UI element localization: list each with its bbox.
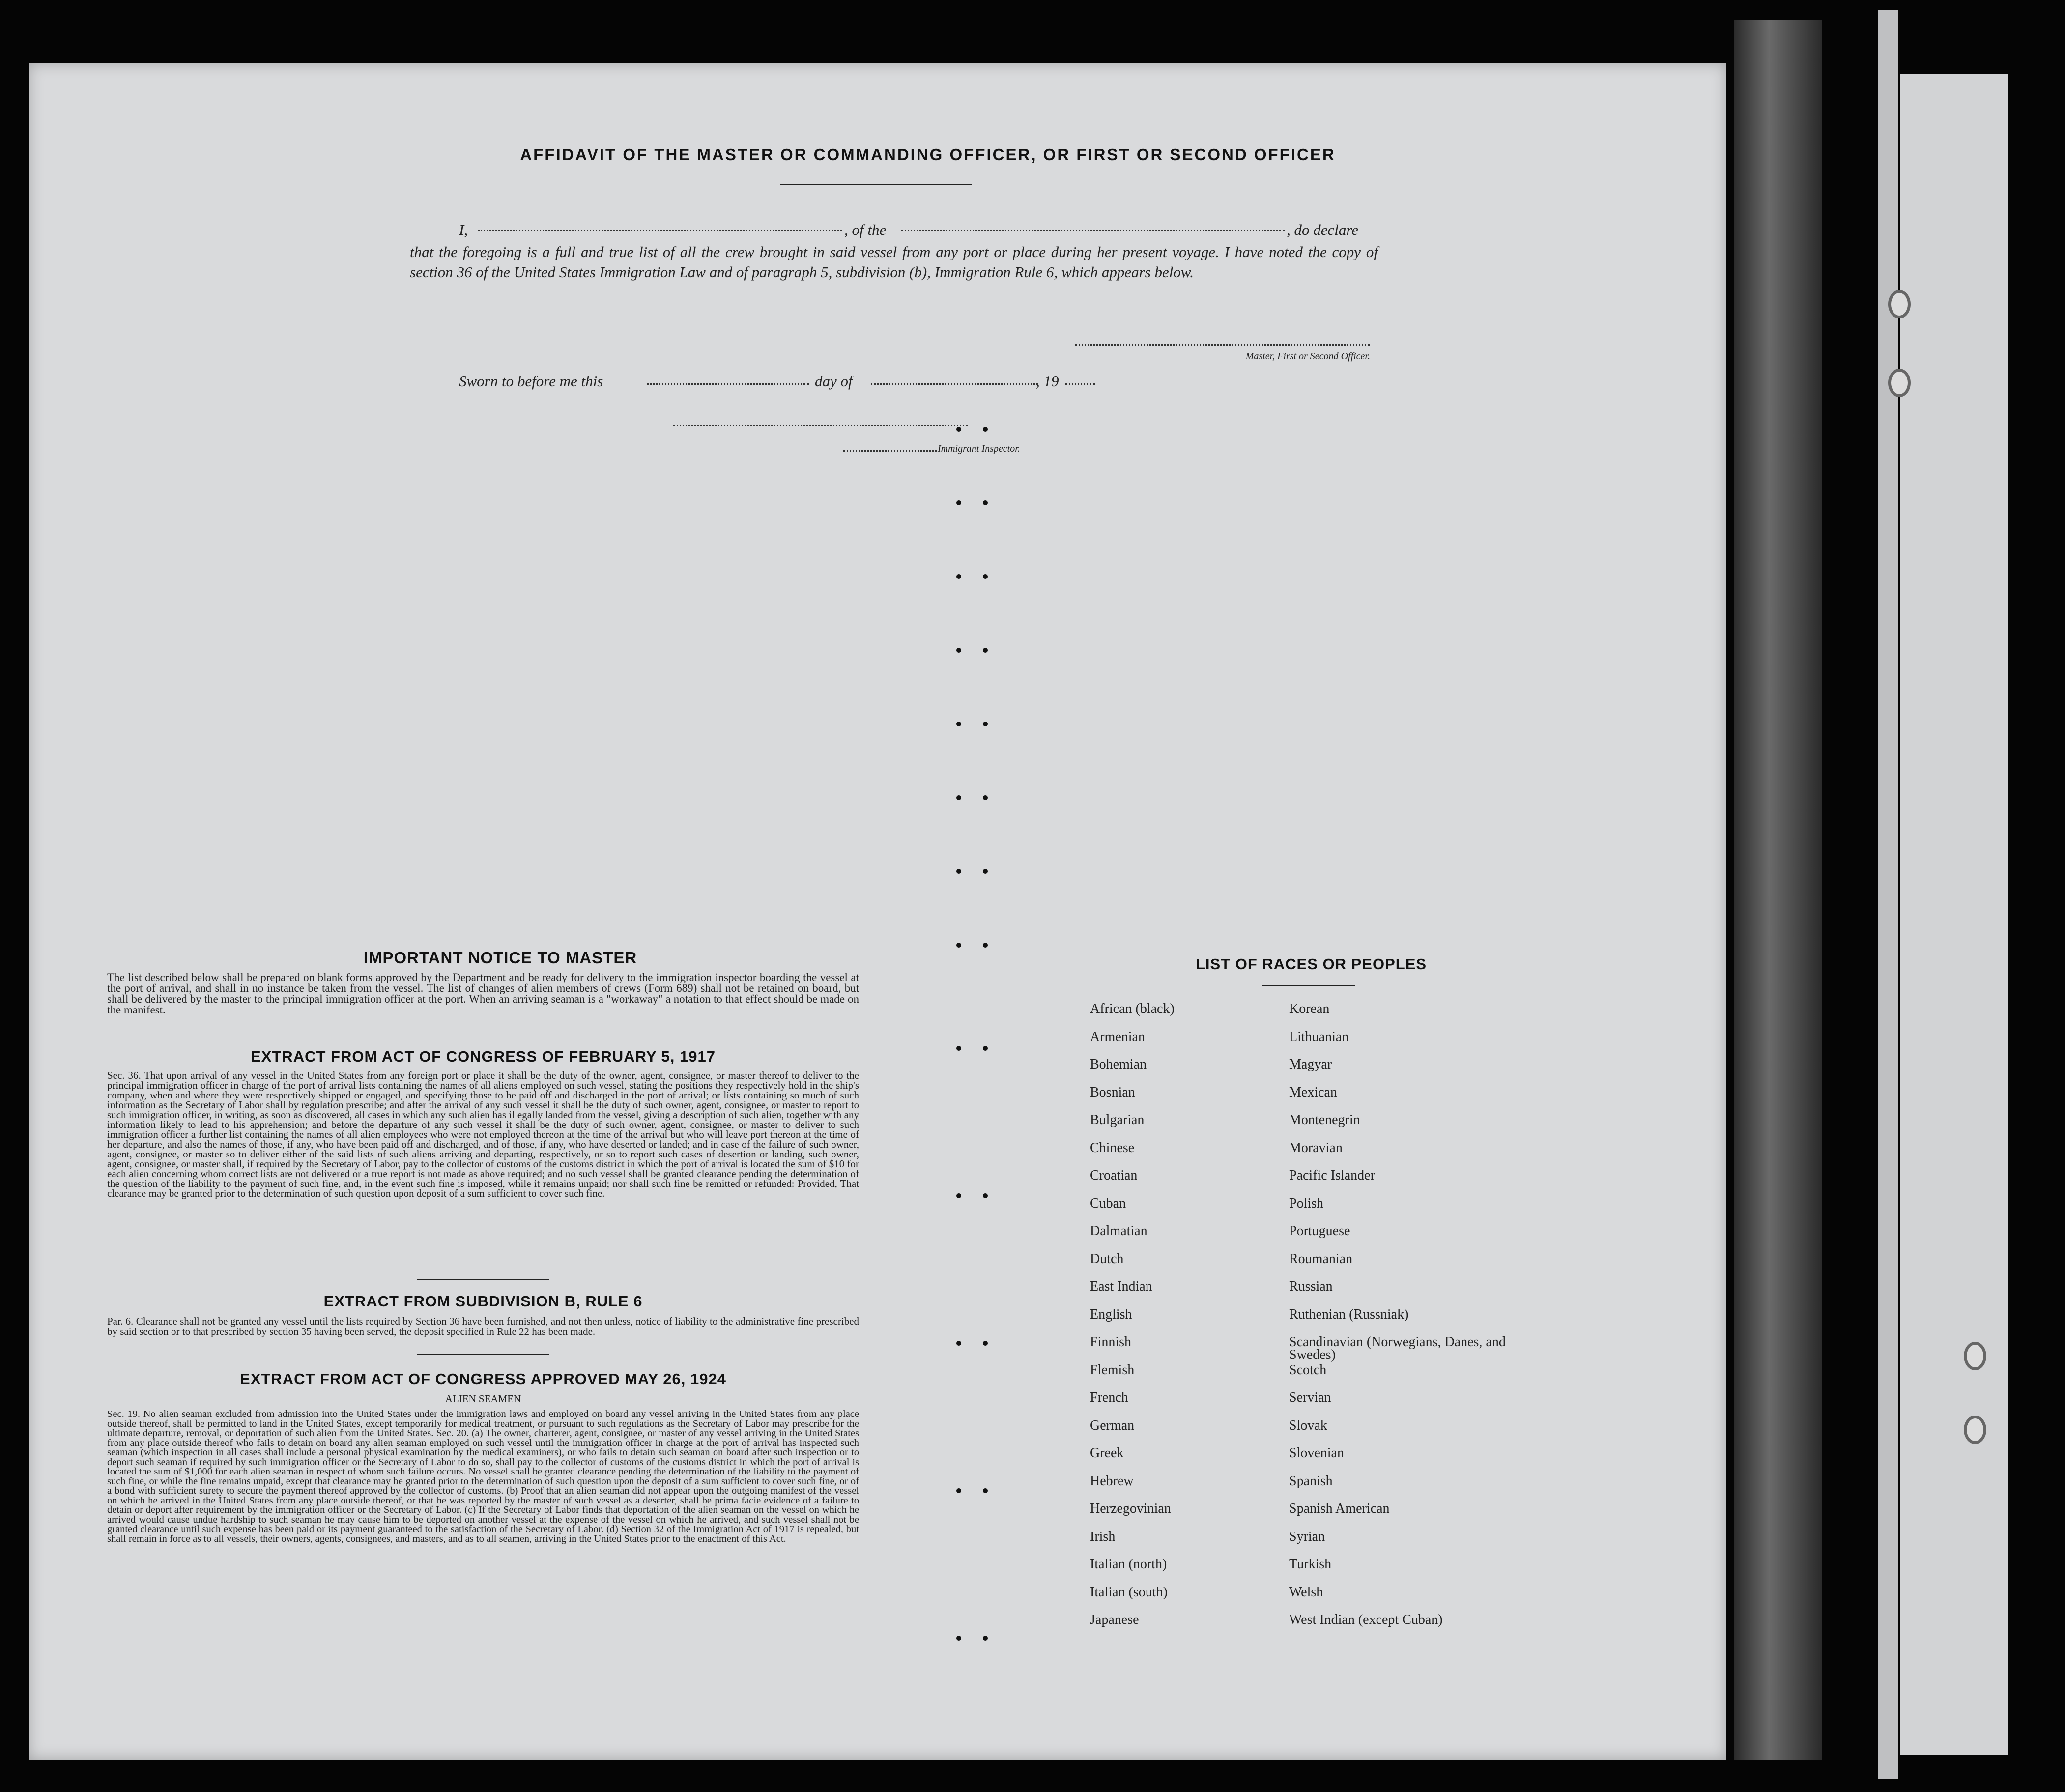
race-item: Slovenian <box>1289 1445 1344 1461</box>
race-item: Slovak <box>1289 1417 1327 1433</box>
show-through-dot <box>983 427 988 432</box>
show-through-dot <box>983 500 988 505</box>
race-item: Bosnian <box>1090 1084 1135 1100</box>
notice-text: The list described below shall be prepared on blank forms approved by the Department and be ready for delivery to the immigration inspector boarding the vessel at the port of arrival, and shall in no instance be taken from the vessel. The list of changes of alien members of crews (Form 689) shall not be retained on board, but shall be delivered by the master to the principal immigration officer at the port. When an arriving seaman is a "workaway" a notation to that effect should be made on the manifest. <box>107 971 859 1016</box>
show-through-dot <box>956 795 961 800</box>
race-item: Portuguese <box>1289 1223 1350 1239</box>
race-item: Servian <box>1289 1390 1331 1405</box>
race-item: Dutch <box>1090 1251 1124 1267</box>
binder-hole <box>1964 1342 1986 1370</box>
document-page <box>29 63 1726 1760</box>
extract-1917-title: EXTRACT FROM ACT OF CONGRESS OF FEBRUARY 5, 1917 <box>251 1048 716 1065</box>
race-item: Japanese <box>1090 1612 1139 1627</box>
race-item: Scotch <box>1289 1362 1327 1378</box>
race-item: Syrian <box>1289 1529 1325 1544</box>
race-item: Turkish <box>1289 1557 1332 1572</box>
year-prefix: , 19 <box>1036 373 1059 390</box>
race-item: East Indian <box>1090 1279 1152 1294</box>
binding-edge <box>1734 20 1822 1760</box>
binder-hole <box>1964 1416 1986 1444</box>
race-item: Herzegovinian <box>1090 1501 1171 1516</box>
race-item: Russian <box>1289 1279 1333 1294</box>
sworn-year-field[interactable] <box>1065 383 1095 385</box>
race-item: Bohemian <box>1090 1057 1147 1072</box>
race-item: Greek <box>1090 1445 1124 1461</box>
show-through-dot <box>983 1488 988 1493</box>
race-item: English <box>1090 1306 1132 1322</box>
stacked-pages <box>1900 74 2008 1755</box>
show-through-dot <box>983 795 988 800</box>
of-the-text: , of the <box>844 221 887 238</box>
race-item: Mexican <box>1289 1084 1337 1100</box>
race-item: Welsh <box>1289 1584 1323 1600</box>
race-item: Armenian <box>1090 1029 1145 1044</box>
master-signature-field[interactable] <box>1075 344 1370 346</box>
show-through-dot <box>956 1046 961 1051</box>
show-through-dot <box>983 574 988 579</box>
affidavit-title: AFFIDAVIT OF THE MASTER OR COMMANDING OFFICER, OR FIRST OR SECOND OFFICER <box>520 145 1336 164</box>
race-item: Pacific Islander <box>1289 1168 1375 1183</box>
affidavit-body: that the foregoing is a full and true list of all the crew brought in said vessel from any port or place during her present voyage. I have noted the copy of section 36 of the United States Immigration Law and of paragraph 5, subdivision (b), Immigration Rule 6, which appears below. <box>410 243 1378 281</box>
race-item: West Indian (except Cuban) <box>1289 1612 1443 1627</box>
race-item: Polish <box>1289 1195 1324 1211</box>
show-through-dot <box>983 943 988 948</box>
race-item: Spanish <box>1289 1473 1333 1489</box>
show-through-dot <box>983 1341 988 1346</box>
show-through-dot <box>956 943 961 948</box>
show-through-dot <box>956 500 961 505</box>
day-of-text: day of <box>815 373 853 390</box>
binder-hole <box>1888 290 1911 318</box>
races-title-underline <box>1262 985 1355 986</box>
race-item: Dalmatian <box>1090 1223 1147 1239</box>
show-through-dot <box>956 1193 961 1198</box>
race-item: Scandinavian (Norwegians, Danes, and Swedes) <box>1289 1334 1506 1362</box>
section-divider <box>417 1354 549 1355</box>
do-declare-text: , do declare <box>1287 221 1359 238</box>
sworn-day-field[interactable] <box>647 383 809 385</box>
race-item: Irish <box>1090 1529 1116 1544</box>
show-through-dot <box>956 648 961 653</box>
extract-rule6-title: EXTRACT FROM SUBDIVISION B, RULE 6 <box>323 1293 643 1310</box>
race-item: Moravian <box>1289 1140 1343 1156</box>
race-item: Montenegrin <box>1289 1112 1360 1127</box>
binder-hole <box>1888 369 1911 397</box>
races-title: LIST OF RACES OR PEOPLES <box>1195 955 1427 973</box>
section-divider <box>417 1279 549 1280</box>
show-through-dot <box>956 1488 961 1493</box>
extract-rule6-text: Par. 6. Clearance shall not be granted any vessel until the lists required by Section 36 have been furnished, and not then unless, notice of liability to the administrative fine prescribed by said section or to that prescribed by section 35 having been served, the deposit specified in Rule 22 has been made. <box>107 1315 859 1337</box>
master-signature-label: Master, First or Second Officer. <box>1245 351 1370 362</box>
show-through-dot <box>956 869 961 874</box>
show-through-dot <box>956 1636 961 1641</box>
race-item: African (black) <box>1090 1001 1175 1016</box>
race-item: Lithuanian <box>1289 1029 1349 1044</box>
sworn-text: Sworn to before me this <box>459 373 603 390</box>
show-through-dot <box>956 1341 961 1346</box>
extract-1917-text: Sec. 36. That upon arrival of any vessel in the United States from any foreign port or place it shall be the duty of the owner, agent, consignee, or master thereof to deliver to the principal immigration officer in charge of the port of arrival lists containing the names of all aliens employed on such vessel, stating the positions they respectively hold in the ship's company, when and where they were respectively shipped or engaged, and specifying those to be paid off and discharged in the port of arrival; or lists containing so much of such information as the Secretary of Labor shall by regulation prescribe; and after the arrival of any such vessel it shall be the duty of such owner, agent, consignee, or master to report to such immigration officer, in writing, as soon as discovered, all cases in which any such alien has illegally landed from the vessel, giving a description of such alien, together with any information likely to lead to his apprehension; and before the departure of any such vessel it shall be the duty of such owner, agent, consignee, or master to deliver to such immigration officer a further list containing the names of all alien employees who were not employed thereon at the time of the arrival but who will leave port thereon at the time of her departure, and also the names of those, if any, who have been paid off and discharged, and of those, if any, who have deserted or landed; and in case of the failure of such owner, agent, consignee, or master so to deliver either of the said lists of such aliens arriving and departing, respectively, or so to report such cases of desertion or landing, such owner, agent, consignee, or master shall, if required by the Secretary of Labor, pay to the collector of customs of the customs district in which the port of arrival is located the sum of $10 for each alien concerning whom correct lists are not delivered or a true report is not made as above required; and no such vessel shall be granted clearance pending the determination of the question of the liability to the payment of such fine, and, in the event such fine is imposed, while it remains unpaid; nor shall such fine be remitted or refunded: Provided, That clearance may be granted prior to the determination of such question upon deposit of a sum sufficient to cover such fine. <box>107 1069 859 1199</box>
race-item: Hebrew <box>1090 1473 1134 1489</box>
race-item: Flemish <box>1090 1362 1135 1378</box>
inspector-signature-field[interactable] <box>673 425 968 426</box>
extract-1924-subtitle: ALIEN SEAMEN <box>445 1393 521 1405</box>
race-item: Italian (north) <box>1090 1557 1167 1572</box>
race-item: Roumanian <box>1289 1251 1353 1267</box>
declarant-name-field[interactable] <box>478 230 842 231</box>
show-through-dot <box>956 722 961 726</box>
race-item: Chinese <box>1090 1140 1135 1156</box>
race-item: Korean <box>1289 1001 1330 1016</box>
race-item: Ruthenian (Russniak) <box>1289 1306 1409 1322</box>
notice-title: IMPORTANT NOTICE TO MASTER <box>363 949 637 967</box>
race-item: Italian (south) <box>1090 1584 1168 1600</box>
show-through-dot <box>983 1636 988 1641</box>
show-through-dot <box>983 1046 988 1051</box>
declarant-prefix: I, <box>459 221 468 238</box>
show-through-dot <box>956 574 961 579</box>
race-item: Bulgarian <box>1090 1112 1145 1127</box>
extract-1924-title: EXTRACT FROM ACT OF CONGRESS APPROVED MAY 26, 1924 <box>240 1370 726 1387</box>
show-through-dot <box>983 648 988 653</box>
race-item: Cuban <box>1090 1195 1126 1211</box>
race-item: French <box>1090 1390 1128 1405</box>
inspector-dotted-lead <box>843 450 937 452</box>
show-through-dot <box>956 427 961 432</box>
show-through-dot <box>983 1193 988 1198</box>
race-item: Croatian <box>1090 1168 1138 1183</box>
show-through-dot <box>983 722 988 726</box>
extract-1924-text: Sec. 19. No alien seaman excluded from admission into the United States under the immigration laws and employed on board any vessel arriving in the United States from any place outside thereof, shall be permitted to land in the United States, except temporarily for medical treatment, or pursuant to such regulations as the Secretary of Labor may prescribe for the ultimate departure, removal, or deportation of such alien from the United States. Sec. 20. (a) The owner, charterer, agent, consignee, or master of any vessel arriving in the United States from any place outside thereof who fails to detain on board any alien seaman employed on such vessel until the immigration officer in charge at the port of arrival has inspected such seaman (which inspection in all cases shall include a personal physical examination by the medical examiners), or who fails to detain such seaman on board after such inspection or to deport such seaman if required by such immigration officer or the Secretary of Labor to do so, shall pay to the collector of customs of the customs district in which the port of arrival is located the sum of $1,000 for each alien seaman in respect of whom such failure occurs. No vessel shall be granted clearance pending the determination of the liability to the payment of such fine, or while the fine remains unpaid, except that clearance may be granted prior to the determination of such question upon the deposit of a sum sufficient to cover such fine, or of a bond with sufficient surety to secure the payment thereof approved by the collector of customs. (b) Proof that an alien seaman did not appear upon the outgoing manifest of the vessel on which he arrived in the United States from any place outside thereof, or that he was reported by the master of such vessel as a deserter, shall be prima facie evidence of a failure to detain or deport after requirement by the immigration officer or the Secretary of Labor. (c) If the Secretary of Labor finds that deportation of the alien seaman on the vessel on which he arrived would cause undue hardship to such seaman he may cause him to be deported on another vessel at the expense of the vessel on which he arrived, and such vessel shall not be granted clearance until such expense has been paid or its payment guaranteed to the satisfaction of the Secretary of Labor. (d) Section 32 of the Immigration Act of 1917 is repealed, but shall remain in force as to all vessels, their owners, agents, consignees, and masters, and as to all seamen, arriving in the United States prior to the enactment of this Act. <box>107 1409 859 1544</box>
show-through-dot <box>983 869 988 874</box>
title-underline <box>780 184 972 185</box>
inspector-label: Immigrant Inspector. <box>938 443 1020 454</box>
race-item: Magyar <box>1289 1057 1332 1072</box>
stacked-page-edge <box>1878 10 1898 1779</box>
race-item: Spanish American <box>1289 1501 1390 1516</box>
race-item: German <box>1090 1417 1135 1433</box>
sworn-month-field[interactable] <box>871 383 1038 385</box>
vessel-name-field[interactable] <box>901 230 1285 231</box>
race-item: Finnish <box>1090 1334 1132 1350</box>
